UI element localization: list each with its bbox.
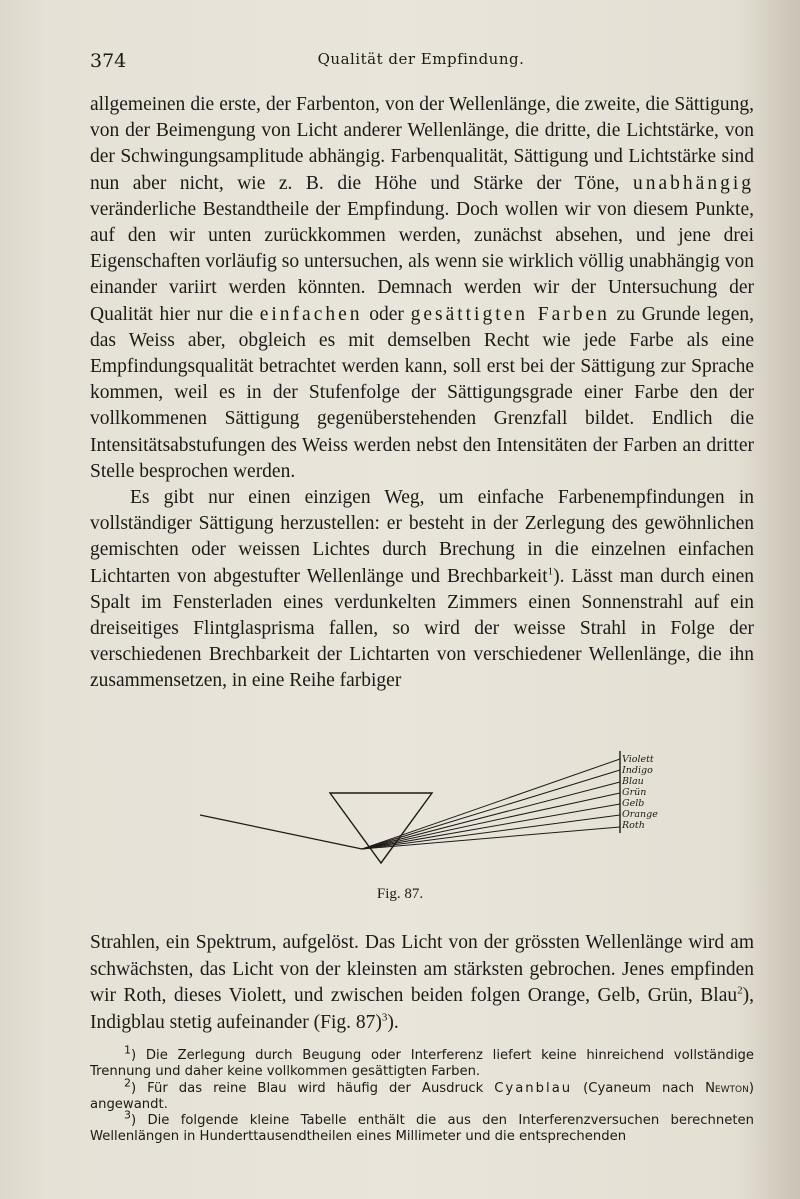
- footnote-1: [90, 1043, 754, 1081]
- footnote-2-text-3: ) angewandt.: [90, 1080, 754, 1112]
- label-gelb: Gelb: [622, 798, 645, 809]
- emphasis-unabhaengig: unabhängig: [633, 172, 754, 194]
- ray-violett: [362, 759, 620, 849]
- footnote-ref-1: 1: [547, 565, 554, 578]
- footnote-3: [90, 1108, 754, 1146]
- ray-gelb: [362, 804, 620, 849]
- label-roth: Roth: [622, 820, 645, 831]
- main-text-upper: [90, 92, 754, 695]
- page-number: 374: [90, 50, 127, 72]
- paragraph-3-text-2: ), Indigblau stetig aufeinander (Fig. 87): [90, 985, 754, 1033]
- footnotes: [90, 1043, 754, 1146]
- label-orange: Orange: [622, 809, 658, 820]
- ray-blau: [362, 782, 620, 849]
- paragraph-2-text-2: ). Lässt man durch einen Spalt im Fensterladen eines verdunkelten Zimmers einen Sonnenstrahl auf ein dreiseitiges Flintglasprisma fallen, so wird der weisse Strahl in Folge der verschiedenen Brechbarkeit der Lichtarten von verschiedener Wellenlänge, die ihn zusammensetzen, in eine Reihe farbiger: [90, 565, 754, 692]
- emphasis-einfachen: einfachen: [259, 303, 363, 325]
- footnote-2: [90, 1076, 754, 1114]
- footnote-3-marker: 3: [124, 1108, 131, 1122]
- label-gruen: Grün: [622, 787, 647, 798]
- footnote-2-text-1: ) Für das reine Blau wird häufig der Ausdruck: [131, 1080, 495, 1096]
- label-blau: Blau: [622, 776, 644, 787]
- paragraph-1-part-4: zu Grunde legen, das Weiss aber, obgleich es mit demselben Recht wie jede Farbe als eine Empfindungsqualität betrachtet werden kann, soll erst bei der Sättigung zur Sprache kommen, weil es in der Stufenfolge der Sättigungsgrade einer Farbe den der vollkommenen Sättigung gegenüberstehenden Grenzfall bildet. Endlich die Intensitätsabstufungen des Weiss werden nebst den Intensitäten der Farben an dritter Stelle besprochen werden.: [90, 303, 754, 482]
- paragraph-1: [90, 92, 754, 485]
- ray-indigo: [362, 770, 620, 849]
- incident-ray: [200, 815, 362, 849]
- paragraph-3-text: Strahlen, ein Spektrum, aufgelöst. Das Licht von der grössten Wellenlänge wird am schwächsten, das Licht von der kleinsten am stärksten gebrochen. Jenes empfinden wir Roth, dieses Violett, und zwischen beiden folgen Orange, Gelb, Grün, Blau: [90, 932, 754, 1006]
- page-header: [90, 50, 752, 74]
- footnote-2-text-2: (Cyaneum nach: [572, 1080, 706, 1096]
- footnote-1-text: ) Die Zerlegung durch Beugung oder Interferenz liefert keine hinreichend vollständige Trennung und daher keine vollkommen gesättigten Farben.: [90, 1048, 754, 1080]
- footnote-2-cyanblau: Cyanblau: [494, 1080, 573, 1096]
- footnote-2-newton: Newton: [705, 1080, 749, 1096]
- footnote-ref-2: 2: [737, 984, 743, 997]
- paragraph-3: [90, 930, 754, 1036]
- paragraph-3-text-3: ).: [387, 1011, 399, 1033]
- footnote-3-text: ) Die folgende kleine Tabelle enthält die aus den Interferenzversuchen berechneten Wellenlängen in Hunderttausendtheilen eines Millimeter und die entsprechenden: [90, 1113, 754, 1145]
- footnote-1-marker: 1: [124, 1043, 131, 1057]
- ray-orange: [362, 815, 620, 849]
- running-head: Qualität der Empfindung.: [317, 50, 525, 68]
- ray-roth: [362, 827, 620, 849]
- figure-caption: Fig. 87.: [376, 886, 424, 902]
- prism-triangle: [330, 793, 432, 863]
- ray-gruen: [362, 793, 620, 849]
- emphasis-gesaettigten-farben: gesättigten Farben: [410, 303, 610, 325]
- paragraph-1-part-3: oder: [362, 303, 411, 325]
- label-indigo: Indigo: [622, 765, 653, 776]
- paragraph-2-text: Es gibt nur einen einzigen Weg, um einfache Farbenempfindungen in vollständiger Sättigung herzustellen: er besteht in der Zerlegung des gewöhnlichen gemischten oder weissen Lichtes durch Brechung in die einzelnen einfachen Lichtarten von abgestufter Wellenlänge und Brechbarkeit: [90, 487, 754, 587]
- footnote-2-marker: 2: [124, 1076, 131, 1090]
- paragraph-1-part-2: veränderliche Bestandtheile der Empfindung. Doch wollen wir von diesem Punkte, auf den wir unten zurückkommen werden, zunächst absehen, und jene drei Eigenschaften vorläufig so untersuchen, als wenn sie wirklich völlig unabhängig von einander variirt werden könnten. Demnach werden wir der Untersuchung der Qualität hier nur die: [90, 198, 754, 325]
- paragraph-2: [90, 485, 754, 695]
- paragraph-1-part-1: allgemeinen die erste, der Farbenton, von der Wellenlänge, die zweite, die Sättigung, von der Beimengung von Licht anderer Wellenlänge, die dritte, die Lichtstärke, von der Schwingungsamplitude abhängig. Farbenqualität, Sättigung und Lichtstärke sind nun aber nicht, wie z. B. die Höhe und Stärke der Töne,: [90, 94, 754, 194]
- footnote-ref-3: 3: [381, 1011, 388, 1023]
- spectrum-rays: [362, 759, 620, 849]
- label-violett: Violett: [622, 754, 654, 765]
- main-text-lower: [90, 930, 754, 1036]
